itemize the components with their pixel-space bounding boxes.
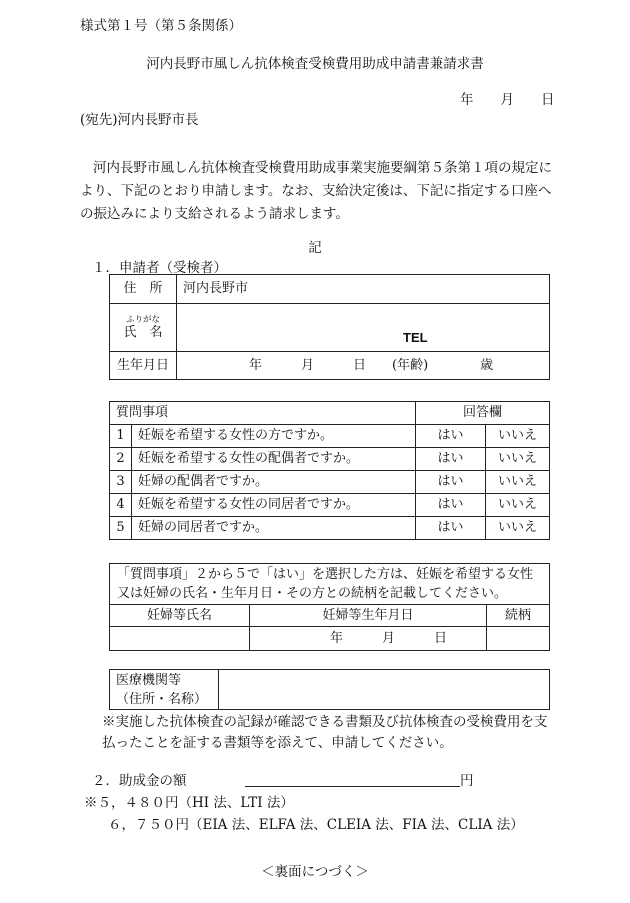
answer-no[interactable]: いいえ — [486, 425, 550, 448]
section2-heading: ２．助成金の額 — [92, 773, 187, 789]
answer-yes[interactable]: はい — [416, 517, 486, 540]
medical-note: ※実施した抗体検査の記録が確認できる書類及び抗体検査の受検費用を支払ったことを証する書類等を添えて、申請してください。 — [102, 714, 548, 751]
medical-label — [110, 670, 219, 710]
question-number: 1 — [110, 425, 132, 448]
applicant-table — [109, 274, 550, 380]
pregnant-info-table — [109, 563, 550, 651]
question-row — [110, 494, 550, 517]
medical-label-line1: 医療機関等 — [116, 672, 182, 688]
question-text: 妊娠を希望する女性の配偶者ですか。 — [132, 448, 416, 471]
medical-table — [109, 669, 550, 710]
answer-yes[interactable]: はい — [416, 471, 486, 494]
question-number: 2 — [110, 448, 132, 471]
address-field[interactable] — [177, 275, 550, 304]
answer-no[interactable]: いいえ — [486, 471, 550, 494]
questions-table — [109, 401, 550, 540]
question-row — [110, 448, 550, 471]
question-row — [110, 471, 550, 494]
ki-heading: 記 — [308, 240, 322, 256]
address-label: 住 所 — [110, 275, 177, 304]
tel-label: TEL — [403, 330, 428, 345]
answer-no[interactable]: いいえ — [486, 494, 550, 517]
question-row — [110, 517, 550, 540]
question-text: 妊娠を希望する女性の同居者ですか。 — [132, 494, 416, 517]
pregnant-name-field[interactable] — [110, 627, 250, 651]
address-value: 河内長野市 — [183, 281, 249, 297]
question-number: 4 — [110, 494, 132, 517]
addressee: (宛先)河内長野市長 — [80, 112, 199, 128]
answer-yes[interactable]: はい — [416, 448, 486, 471]
section1-heading: １．申請者（受検者） — [92, 260, 227, 276]
page-title: 河内長野市風しん抗体検査受検費用助成申請書兼請求書 — [146, 56, 484, 72]
yen-label: 円 — [460, 773, 474, 789]
answer-no[interactable]: いいえ — [486, 517, 550, 540]
question-number: 3 — [110, 471, 132, 494]
answer-no[interactable]: いいえ — [486, 448, 550, 471]
answer-yes[interactable]: はい — [416, 425, 486, 448]
continued-note: ＜裏面につづく＞ — [261, 864, 369, 880]
pregnant-birth-field[interactable] — [250, 627, 487, 651]
pregnant-birth-value: 年 月 日 — [330, 630, 448, 646]
question-text: 妊婦の配偶者ですか。 — [132, 471, 416, 494]
answer-yes[interactable]: はい — [416, 494, 486, 517]
furigana-label: ふりがな — [125, 314, 160, 325]
col-pregnant-birth: 妊婦等生年月日 — [250, 605, 487, 627]
birth-value: 年 月 日 (年齢) 歳 — [249, 357, 494, 373]
question-row — [110, 425, 550, 448]
question-header: 質問事項 — [110, 402, 416, 425]
pregnant-info-note: 「質問事項」２から５で「はい」を選択した方は、妊娠を希望する女性又は妊婦の氏名・生年月日・その方との続柄を記載してください。 — [110, 564, 550, 605]
medical-label-line2: （住所・名称） — [116, 691, 208, 707]
col-relation: 続柄 — [487, 605, 550, 627]
name-label-cell — [110, 304, 177, 352]
question-text: 妊娠を希望する女性の方ですか。 — [132, 425, 416, 448]
answer-header: 回答欄 — [416, 402, 550, 425]
medical-field[interactable] — [219, 670, 550, 710]
name-label: 氏 名 — [123, 324, 163, 340]
fee-line-1: ※５，４８０円（HI 法、LTI 法） — [84, 795, 294, 811]
amount-field[interactable] — [245, 770, 460, 787]
date-line: 年 月 日 — [460, 92, 555, 108]
fee-line-2: ６，７５０円（EIA 法、ELFA 法、CLEIA 法、FIA 法、CLIA 法） — [108, 817, 524, 833]
birth-field[interactable] — [177, 352, 550, 380]
relation-field[interactable] — [487, 627, 550, 651]
name-field[interactable] — [177, 304, 550, 352]
form-number: 様式第１号（第５条関係） — [80, 18, 242, 34]
intro-paragraph: 河内長野市風しん抗体検査受検費用助成事業実施要綱第５条第１項の規定により、下記のとおり申請します。なお、支給決定後は、下記に指定する口座への振込みにより支給されるよう請求します。 — [80, 160, 552, 222]
col-pregnant-name: 妊婦等氏名 — [110, 605, 250, 627]
question-text: 妊婦の同居者ですか。 — [132, 517, 416, 540]
question-number: 5 — [110, 517, 132, 540]
birth-label: 生年月日 — [110, 352, 177, 380]
